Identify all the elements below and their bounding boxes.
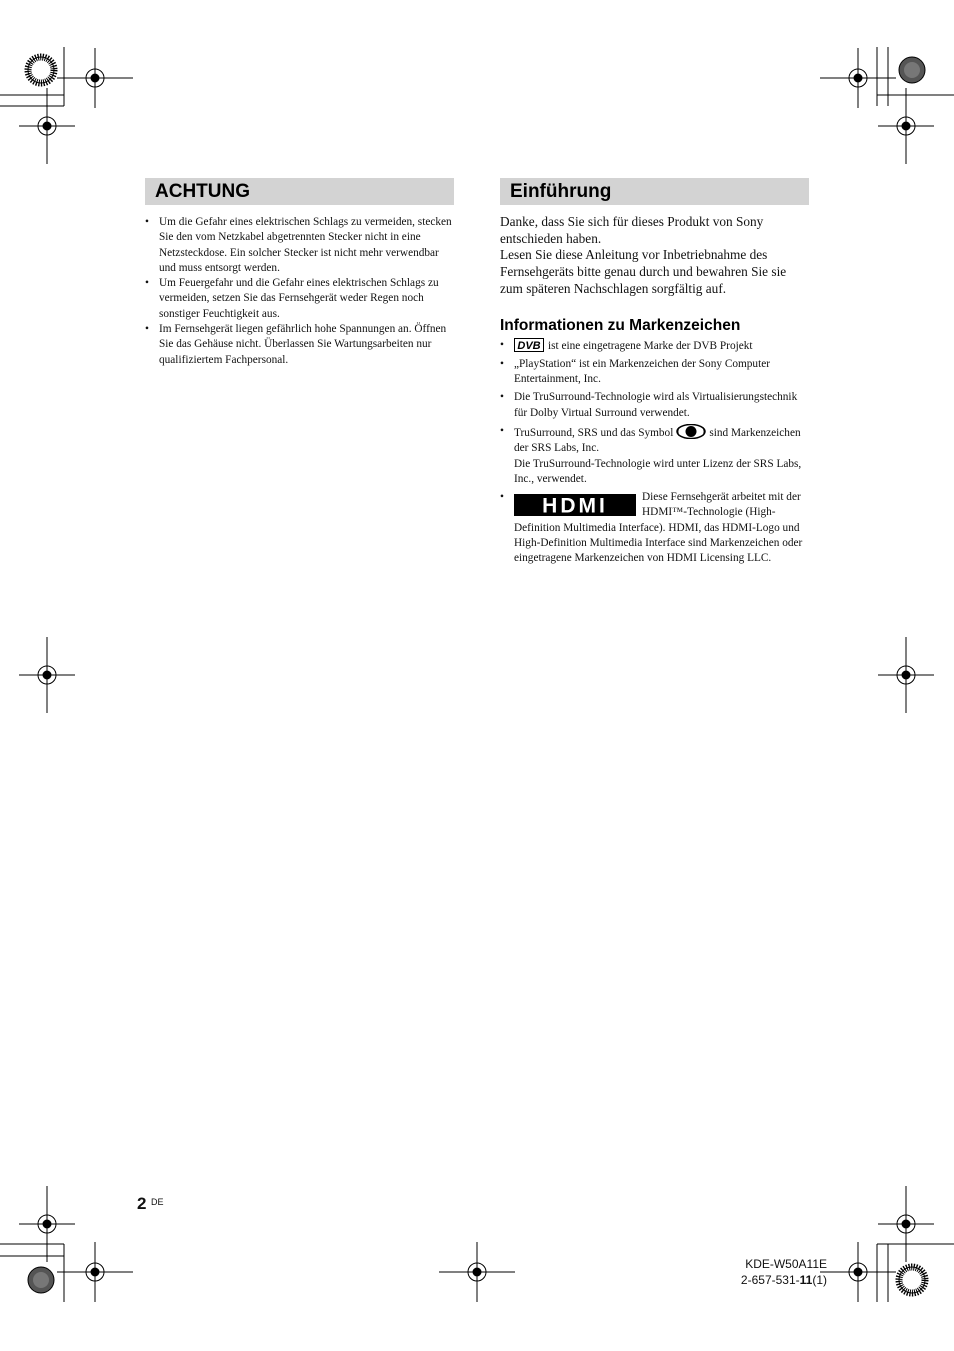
dark-wheel-icon [899,57,925,83]
list-item: • Die TruSurround-Technologie wird als Virtualisierungstechnik für Dolby Virtual Surround verwendet. [500,390,809,421]
dark-wheel-icon [28,1267,54,1293]
model-code: 2-657-531-11(1) [740,1273,827,1287]
srs-symbol-icon [676,424,706,439]
einfuehrung-section [500,178,809,570]
model-name: KDE-W50A11E [745,1257,827,1271]
page-language: DE [151,1197,164,1207]
hdmi-text: Diese Fernsehgerät arbeitet mit der HDMI™-Technologie (High-Definition Multimedia Interface). HDMI, das HDMI-Logo und High-Definition Multimedia Interface sind Markenzeichen oder eingetragene Markenzeichen von HDMI Licensing LLC. [514,491,803,565]
registration-mark-icon [19,1186,75,1262]
list-item: • Um Feuergefahr und die Gefahr eines elektrischen Schlags zu vermeiden, setzen Sie das Fernsehgerät weder Regen noch sonstiger Feuchtigkeit aus. [145,276,454,322]
dvb-text: ist eine eingetragene Marke der DVB Projekt [548,339,753,352]
list-item: • Im Fernsehgerät liegen gefährlich hohe Spannungen an. Öffnen Sie das Gehäuse nicht. Überlassen Sie Wartungsarbeiten nur qualifiziertem Fachpersonal. [145,322,454,368]
hdmi-logo-icon [514,494,636,516]
list-item: • Um die Gefahr eines elektrischen Schlags zu vermeiden, stecken Sie den vom Netzkabel abgetrennten Stecker nicht in eine Netzsteckdose. Ein solcher Stecker ist nicht mehr verwendbar und muss entsorgt werden. [145,215,454,276]
marken-heading: Informationen zu Markenzeichen [500,316,741,334]
registration-mark-icon [878,88,934,164]
achtung-heading: ACHTUNG [145,178,454,205]
registration-mark-icon [19,637,75,713]
registration-mark-icon [57,48,133,108]
dvb-logo-icon [514,338,544,352]
srs-text-before: TruSurround, SRS und das Symbol [514,427,674,439]
registration-mark-icon [878,1186,934,1262]
marken-list [500,338,809,567]
registration-mark-icon [439,1242,515,1302]
starburst-wheel-icon [899,1267,925,1293]
list-item: • „PlayStation“ ist ein Markenzeichen der Sony Computer Entertainment, Inc. [500,357,809,388]
registration-mark-icon [820,48,896,108]
svg-text:DVB: • DVB [517,339,541,352]
achtung-section [145,178,454,368]
intro-paragraph: Danke, dass Sie sich für dieses Produkt von Sony entschieden haben. [500,214,764,246]
list-item [500,424,809,487]
list-item [500,490,809,566]
srs-license-text: Die TruSurround-Technologie wird unter Lizenz der SRS Labs, Inc., verwendet. [514,457,802,485]
model-info [741,1256,827,1288]
registration-mark-icon [57,1242,133,1302]
page-number: 2 [137,1194,147,1213]
list-item [500,338,809,354]
registration-mark-icon [19,88,75,164]
srs-text-after: sind Markenzeichen der SRS Labs, Inc. [514,427,801,455]
svg-text:HDMI: • HDMI [542,494,608,517]
achtung-list [145,215,454,368]
einfuehrung-heading: Einführung [500,178,809,205]
registration-mark-icon [878,637,934,713]
intro-paragraph: Lesen Sie diese Anleitung vor Inbetriebnahme des Fernsehgeräts bitte genau durch und bewahren Sie sie zum späteren Nachschlagen sorgfältig auf. [500,247,787,296]
registration-mark-icon [820,1242,896,1302]
intro-text [500,214,809,298]
starburst-wheel-icon [28,57,54,83]
